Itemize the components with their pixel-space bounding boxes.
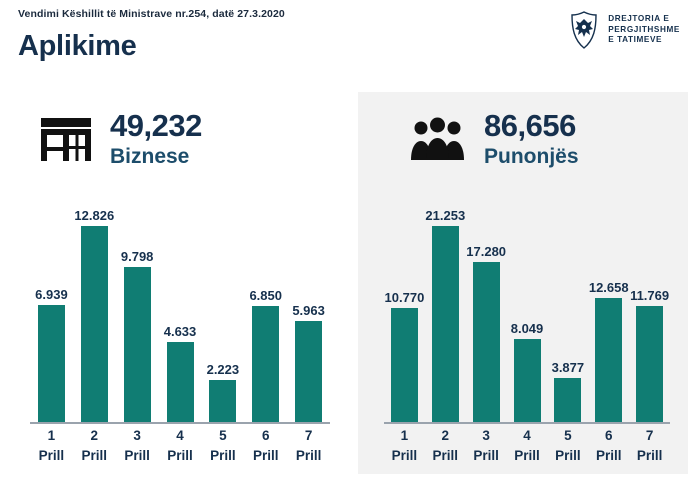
x-label-month: Prill — [555, 447, 581, 463]
x-label — [30, 426, 73, 465]
bar-value-label: 10.770 — [384, 290, 425, 305]
x-label — [466, 426, 507, 465]
summary-text-biznese — [110, 110, 202, 167]
bar-value-label: 8.049 — [510, 321, 544, 336]
logo-text — [608, 14, 680, 46]
summary-value-biznese: 49,232 — [110, 108, 202, 143]
bar-column — [287, 194, 330, 422]
x-label — [287, 426, 330, 465]
page-title: Aplikime — [18, 30, 137, 62]
x-label-day: 4 — [523, 428, 531, 443]
logo-text-line1: DREJTORIA E — [608, 13, 670, 23]
bar — [514, 339, 541, 422]
x-label — [588, 426, 629, 465]
x-label — [244, 426, 287, 465]
bar — [391, 308, 418, 422]
bar-value-label: 5.963 — [292, 303, 325, 318]
bar — [432, 226, 459, 422]
x-axis-line — [30, 422, 330, 424]
logo-text-line3: E TATIMEVE — [608, 35, 663, 45]
x-label-month: Prill — [81, 447, 108, 463]
x-label-month: Prill — [167, 447, 193, 463]
summary-text-punonjes — [484, 110, 579, 167]
bar-column — [466, 194, 507, 422]
bar-column — [201, 194, 244, 422]
x-label-day: 4 — [176, 428, 184, 443]
summary-label-punonjes: Punonjës — [484, 145, 579, 168]
bar — [209, 380, 236, 422]
x-label — [159, 426, 202, 465]
x-label-month: Prill — [595, 447, 622, 463]
x-label-month: Prill — [252, 447, 279, 463]
x-label-day: 3 — [482, 428, 490, 443]
bar-value-label: 4.633 — [163, 324, 197, 339]
x-label-month: Prill — [38, 447, 65, 463]
x-label — [507, 426, 548, 465]
bar-column — [30, 194, 73, 422]
bar — [636, 306, 663, 422]
bar-value-label: 11.769 — [630, 288, 670, 303]
bar-column — [244, 194, 287, 422]
bar-value-label: 21.253 — [425, 208, 466, 223]
bar-column — [159, 194, 202, 422]
x-label — [73, 426, 116, 465]
panel-punonjes — [358, 92, 688, 474]
x-label-day: 5 — [219, 428, 227, 443]
chart-x-labels-biznese — [30, 426, 330, 465]
x-label-day: 2 — [441, 428, 450, 443]
bar — [124, 267, 151, 422]
bar-column — [73, 194, 116, 422]
x-label-month: Prill — [295, 447, 322, 463]
x-label-day: 6 — [261, 428, 270, 443]
bar-column — [547, 194, 588, 422]
x-label-day: 1 — [47, 428, 56, 443]
bar — [81, 226, 108, 422]
chart-biznese — [30, 194, 330, 474]
x-label-month: Prill — [432, 447, 459, 463]
bar — [295, 321, 322, 422]
x-axis-line — [384, 422, 670, 424]
bar-column — [425, 194, 466, 422]
bar-column — [629, 194, 670, 422]
storefront-icon — [38, 114, 94, 164]
x-label — [547, 426, 588, 465]
x-label — [425, 426, 466, 465]
chart-bars-biznese — [30, 194, 330, 422]
x-label — [629, 426, 670, 465]
x-label-day: 7 — [645, 428, 654, 443]
albania-eagle-emblem-icon — [567, 10, 601, 50]
bar-value-label: 12.658 — [588, 280, 629, 295]
x-label-month: Prill — [514, 447, 540, 463]
bar-column — [116, 194, 159, 422]
x-label-day: 1 — [400, 428, 409, 443]
x-label — [384, 426, 425, 465]
bar — [595, 298, 622, 422]
x-label-month: Prill — [124, 447, 150, 463]
bar-column — [507, 194, 548, 422]
x-label-day: 3 — [133, 428, 141, 443]
bar-value-label: 6.850 — [249, 288, 282, 303]
header-note: Vendimi Këshillit të Ministrave nr.254, datë 27.3.2020 — [18, 8, 285, 20]
x-label-month: Prill — [636, 447, 663, 463]
x-label-day: 6 — [604, 428, 613, 443]
x-label-month: Prill — [391, 447, 418, 463]
x-label-day: 5 — [564, 428, 572, 443]
x-label-month: Prill — [210, 447, 236, 463]
bar — [252, 306, 279, 422]
bar-value-label: 12.826 — [74, 208, 115, 223]
bar-column — [588, 194, 629, 422]
bar-value-label: 3.877 — [551, 360, 585, 375]
x-label — [201, 426, 244, 465]
bar-column — [384, 194, 425, 422]
chart-punonjes — [384, 194, 670, 474]
x-label-day: 7 — [304, 428, 313, 443]
chart-x-labels-punonjes — [384, 426, 670, 465]
bar — [554, 378, 581, 422]
x-label-month: Prill — [473, 447, 499, 463]
people-group-icon — [408, 116, 468, 162]
bar — [38, 305, 65, 422]
chart-bars-punonjes — [384, 194, 670, 422]
bar — [473, 262, 500, 422]
summary-label-biznese: Biznese — [110, 145, 190, 168]
panel-biznese — [8, 92, 350, 474]
summary-value-punonjes: 86,656 — [484, 108, 576, 143]
bar — [167, 342, 194, 422]
organization-logo — [567, 10, 680, 50]
x-label-day: 2 — [90, 428, 99, 443]
bar-value-label: 9.798 — [120, 249, 154, 264]
bar-value-label: 2.223 — [206, 362, 240, 377]
bar-value-label: 17.280 — [466, 244, 507, 259]
x-label — [116, 426, 159, 465]
summary-punonjes — [408, 110, 579, 167]
logo-text-line2: PERGJITHSHME — [608, 24, 680, 34]
bar-value-label: 6.939 — [35, 287, 68, 302]
summary-biznese — [38, 110, 202, 167]
